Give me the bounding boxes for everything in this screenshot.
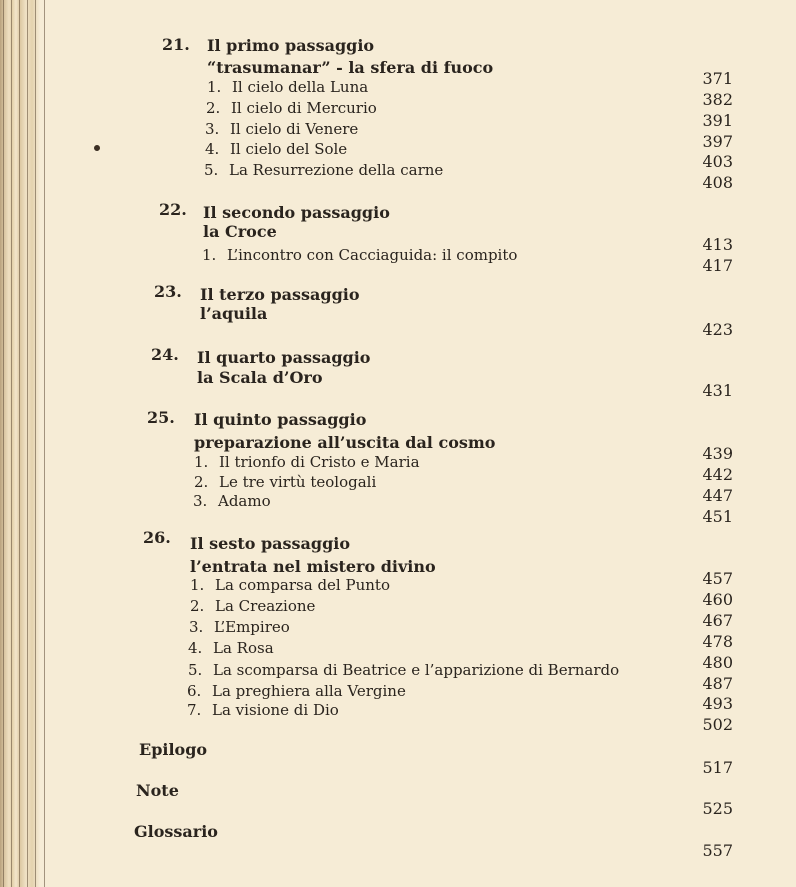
page-number: 557 xyxy=(702,841,733,860)
chapter-title-line-2: la Scala d’Oro xyxy=(197,368,323,387)
chapter-title-line-2: l’entrata nel mistero divino xyxy=(190,557,436,576)
chapter-title-line-2: la Croce xyxy=(203,222,277,241)
chapter-title-line-1: Il primo passaggio xyxy=(207,36,375,55)
subitem[interactable]: 1. La comparsa del Punto xyxy=(190,576,390,594)
chapter-title-line-2: preparazione all’uscita dal cosmo xyxy=(194,433,496,452)
chapter-title-line-2: “trasumanar” - la sfera di fuoco xyxy=(207,58,494,77)
subitem[interactable]: 1. L’incontro con Cacciaguida: il compito xyxy=(202,246,518,264)
page-number: 478 xyxy=(702,632,733,651)
page-number: 403 xyxy=(702,152,733,171)
section-title: Glossario xyxy=(134,822,218,841)
page-number: 480 xyxy=(702,653,733,672)
page-number: 442 xyxy=(702,465,733,484)
page-number: 467 xyxy=(702,611,733,630)
subitem[interactable]: 2. Il cielo di Mercurio xyxy=(206,99,377,117)
chapter-title-line-1: Il quarto passaggio xyxy=(197,348,371,367)
chapter-number: 25. xyxy=(147,408,175,427)
page-number: 431 xyxy=(702,381,733,400)
chapter-number: 26. xyxy=(143,528,171,547)
page-number: 457 xyxy=(702,569,733,588)
page-number: 451 xyxy=(702,507,733,526)
chapter-title-line-1: Il terzo passaggio xyxy=(200,285,360,304)
chapter-title-line-1: Il secondo passaggio xyxy=(203,203,390,222)
subitem[interactable]: 5. La Resurrezione della carne xyxy=(204,161,444,179)
page-number: 423 xyxy=(702,320,733,339)
subitem[interactable]: 5. La scomparsa di Beatrice e l’apparizione di Bernardo xyxy=(188,661,620,679)
subitem[interactable]: 2. Le tre virtù teologali xyxy=(194,473,377,491)
page-number: 413 xyxy=(702,235,733,254)
page-number: 397 xyxy=(702,132,733,151)
chapter-title-line-2: l’aquila xyxy=(200,304,268,323)
chapter-number: 23. xyxy=(154,282,182,301)
page-number: 417 xyxy=(702,256,733,275)
chapter-number: 22. xyxy=(159,200,187,219)
subitem[interactable]: 6. La preghiera alla Vergine xyxy=(187,682,406,700)
subitem[interactable]: 4. La Rosa xyxy=(188,639,274,657)
subitem[interactable]: 1. Il cielo della Luna xyxy=(207,78,369,96)
page-number: 391 xyxy=(702,111,733,130)
subitem[interactable]: 2. La Creazione xyxy=(190,597,316,615)
subitem[interactable]: 3. Il cielo di Venere xyxy=(205,120,359,138)
subitem[interactable]: 1. Il trionfo di Cristo e Maria xyxy=(194,453,420,471)
chapter-number: 24. xyxy=(151,345,179,364)
page-number: 408 xyxy=(702,173,733,192)
page-number: 517 xyxy=(702,758,733,777)
section-title: Epilogo xyxy=(139,740,208,759)
chapter-title-line-1: Il quinto passaggio xyxy=(194,410,367,429)
chapter-title-line-1: Il sesto passaggio xyxy=(190,534,351,553)
page-number: 382 xyxy=(702,90,733,109)
subitem[interactable]: 7. La visione di Dio xyxy=(187,701,339,719)
subitem[interactable]: 3. Adamo xyxy=(193,492,271,510)
chapter-number: 21. xyxy=(162,35,190,54)
page-number: 447 xyxy=(702,486,733,505)
page-number: 487 xyxy=(702,674,733,693)
page-number: 493 xyxy=(702,694,733,713)
page-number: 439 xyxy=(702,444,733,463)
page-number: 460 xyxy=(702,590,733,609)
page-number: 525 xyxy=(702,799,733,818)
page-number: 371 xyxy=(702,69,733,88)
subitem[interactable]: 3. L’Empireo xyxy=(189,618,290,636)
section-title: Note xyxy=(136,781,179,800)
subitem[interactable]: 4. Il cielo del Sole xyxy=(205,140,348,158)
page-number: 502 xyxy=(702,715,733,734)
